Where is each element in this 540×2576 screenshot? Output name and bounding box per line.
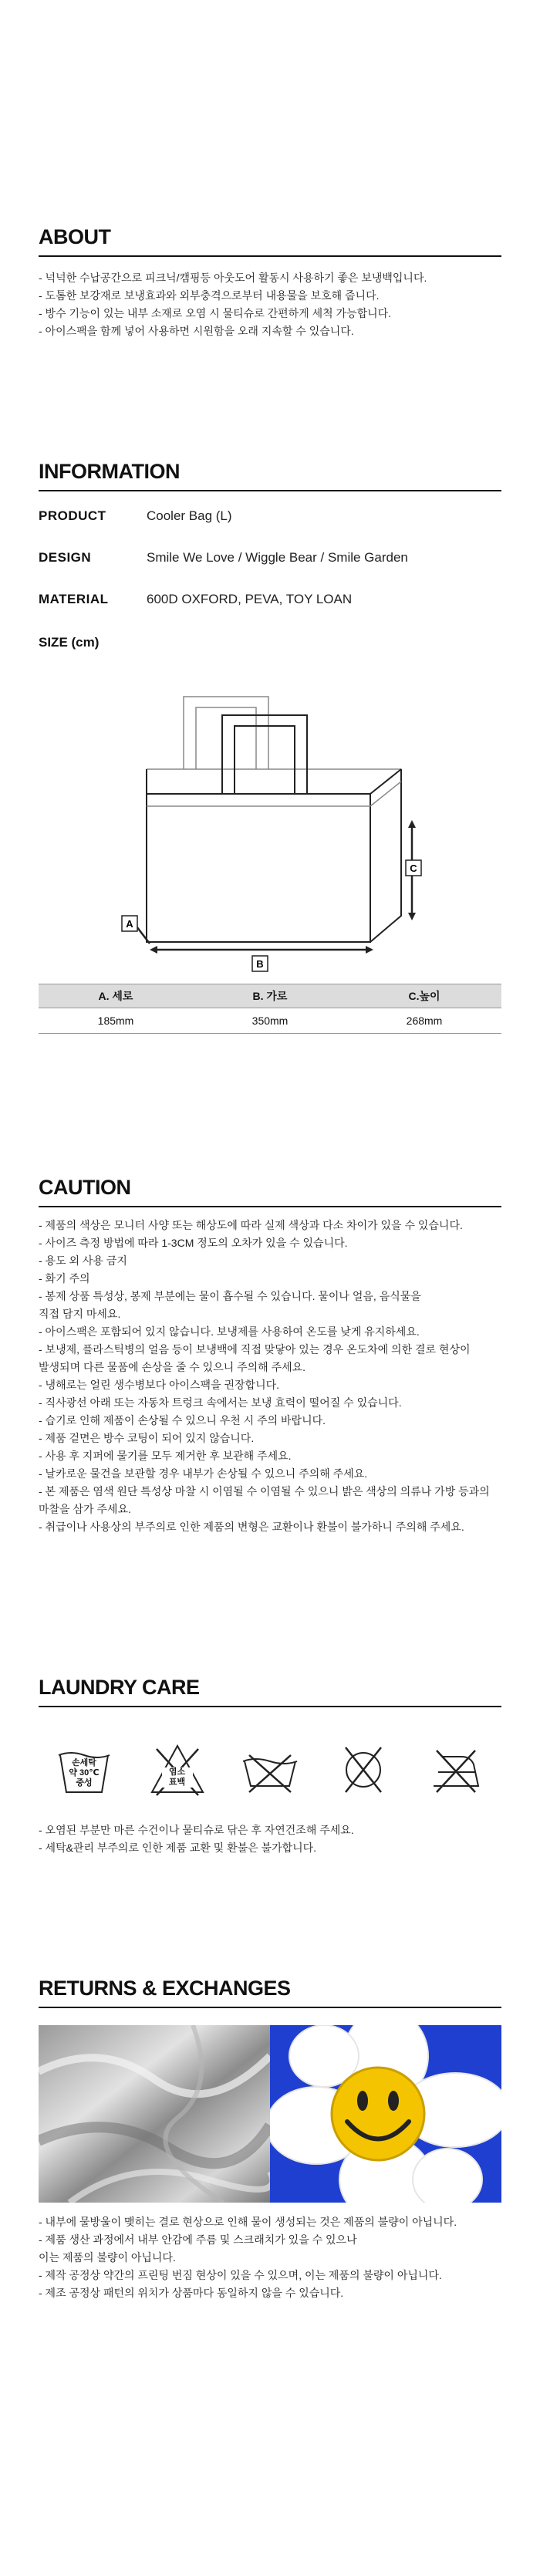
size-value: 268mm <box>347 1008 501 1034</box>
icon-text: 중성 <box>76 1778 93 1788</box>
icon-text: 약 30℃ <box>69 1768 100 1778</box>
info-row-product <box>39 508 501 550</box>
list-item: - 취급이나 사용상의 부주의로 인한 제품의 변형은 교환이나 환불이 불가하니 주의해 주세요. <box>39 1521 464 1533</box>
no-dry-clean-icon <box>241 1741 299 1798</box>
size-value: 350mm <box>193 1008 347 1034</box>
dim-label-a: A <box>126 918 133 930</box>
list-item: - 도톰한 보강재로 보냉효과와 외부충격으로부터 내용물을 보호해 줍니다. <box>39 289 380 302</box>
list-item: - 세탁&관리 부주의로 인한 제품 교환 및 환불은 불가합니다. <box>39 1842 317 1854</box>
list-item: - 용도 외 사용 금지 <box>39 1254 127 1267</box>
info-row-material <box>39 592 501 633</box>
list-item: - 방수 기능이 있는 내부 소재로 오염 시 물티슈로 간편하게 세척 가능합니다. <box>39 307 392 319</box>
size-header: C.높이 <box>347 984 501 1008</box>
caution-list <box>39 1217 501 1536</box>
list-item: - 직사광선 아래 또는 자동차 트렁크 속에서는 보냉 효력이 떨어질 수 있습니다. <box>39 1396 402 1409</box>
info-label: MATERIAL <box>39 592 109 606</box>
icon-text: 표백 <box>168 1778 186 1787</box>
size-value: 185mm <box>39 1008 193 1034</box>
list-item: - 제품 겉면은 방수 코팅이 되어 있지 않습니다. <box>39 1432 255 1444</box>
list-item: - 제작 공정상 약간의 프린팅 번짐 현상이 있을 수 있으며, 이는 제품의 불량이 아닙니다. <box>39 2269 442 2281</box>
caution-title: CAUTION <box>39 1176 501 1207</box>
info-value: Cooler Bag (L) <box>147 508 232 523</box>
information-title: INFORMATION <box>39 460 501 491</box>
list-item: - 사이즈 측정 방법에 따라 1-3CM 정도의 오차가 있을 수 있습니다. <box>39 1237 348 1249</box>
size-table <box>39 984 501 1034</box>
laundry-list <box>39 1821 501 1857</box>
dim-label-b: B <box>256 958 264 970</box>
list-item: - 사용 후 지퍼에 물기를 모두 제거한 후 보관해 주세요. <box>39 1450 292 1462</box>
about-section <box>39 225 501 340</box>
caution-section <box>39 1176 501 1536</box>
returns-title: RETURNS & EXCHANGES <box>39 1977 501 2008</box>
print-photo <box>270 2025 501 2203</box>
list-item: - 제품의 색상은 모니터 사양 또는 해상도에 따라 실제 색상과 다소 차이가 있을 수 있습니다. <box>39 1219 463 1231</box>
list-item: - 본 제품은 염색 원단 특성상 마찰 시 이염될 수 이염될 수 있으니 밝은 색상의 의류나 가방 등과의 마찰을 삼가 주세요. <box>39 1485 490 1515</box>
laundry-section <box>39 1676 501 1857</box>
info-value: 600D OXFORD, PEVA, TOY LOAN <box>147 592 353 606</box>
size-header: B. 가로 <box>193 984 347 1008</box>
info-label: DESIGN <box>39 550 92 565</box>
info-value: Smile We Love / Wiggle Bear / Smile Garden <box>147 550 408 565</box>
list-item: - 보냉제, 플라스틱병의 얼음 등이 보냉백에 직접 맞닿아 있는 경우 온도차에 의한 결로 현상이 발생되며 다른 물품에 손상을 줄 수 있으니 주의해 주세요. <box>39 1343 471 1373</box>
information-section <box>39 460 501 1034</box>
laundry-title: LAUNDRY CARE <box>39 1676 501 1707</box>
hand-wash-icon <box>56 1741 113 1798</box>
no-tumble-dry-icon <box>335 1741 392 1798</box>
about-list <box>39 269 501 340</box>
dim-label-c: C <box>410 863 417 874</box>
list-item: - 제품 생산 과정에서 내부 안감에 주름 및 스크래치가 있을 수 있으나 이는 제품의 불량이 아닙니다. <box>39 2233 357 2264</box>
list-item: - 냉해로는 얼린 생수병보다 아이스팩을 권장합니다. <box>39 1379 280 1391</box>
cooler-bag-diagram <box>39 653 501 977</box>
list-item: - 날카로운 물건을 보관할 경우 내부가 손상될 수 있으니 주의해 주세요. <box>39 1467 368 1480</box>
info-label: PRODUCT <box>39 508 106 523</box>
list-item: - 오염된 부분만 마른 수건이나 물티슈로 닦은 후 자연건조해 주세요. <box>39 1824 354 1836</box>
lining-photo <box>39 2025 270 2203</box>
returns-section <box>39 1977 501 2302</box>
list-item: - 제조 공정상 패턴의 위치가 상품마다 동일하지 않을 수 있습니다. <box>39 2287 344 2299</box>
list-item: - 봉제 상품 특성상, 봉제 부분에는 물이 흡수될 수 있습니다. 물이나 얼음, 음식물을 직접 담지 마세요. <box>39 1290 421 1320</box>
info-row-design <box>39 550 501 592</box>
list-item: - 화기 주의 <box>39 1272 90 1285</box>
no-bleach-icon <box>149 1741 206 1798</box>
list-item: - 습기로 인해 제품이 손상될 수 있으니 우천 시 주의 바랍니다. <box>39 1414 326 1426</box>
product-photos <box>39 2025 501 2203</box>
size-label: SIZE (cm) <box>39 635 100 650</box>
icon-text: 염소 <box>168 1767 186 1777</box>
size-header: A. 세로 <box>39 984 193 1008</box>
icon-text: 손세탁 <box>72 1758 96 1767</box>
returns-list <box>39 2213 501 2302</box>
laundry-icons <box>39 1741 501 1798</box>
list-item: - 넉넉한 수납공간으로 피크닉/캠핑등 아웃도어 활동시 사용하기 좋은 보냉백입니다. <box>39 272 427 284</box>
list-item: - 아이스팩을 함께 넣어 사용하면 시원함을 오래 지속할 수 있습니다. <box>39 325 354 337</box>
list-item: - 아이스팩은 포함되어 있지 않습니다. 보냉제를 사용하여 온도를 낮게 유지하세요. <box>39 1325 420 1338</box>
no-iron-icon <box>427 1741 484 1798</box>
list-item: - 내부에 물방울이 맺히는 결로 현상으로 인해 물이 생성되는 것은 제품의 불량이 아닙니다. <box>39 2216 457 2228</box>
about-title: ABOUT <box>39 225 501 257</box>
